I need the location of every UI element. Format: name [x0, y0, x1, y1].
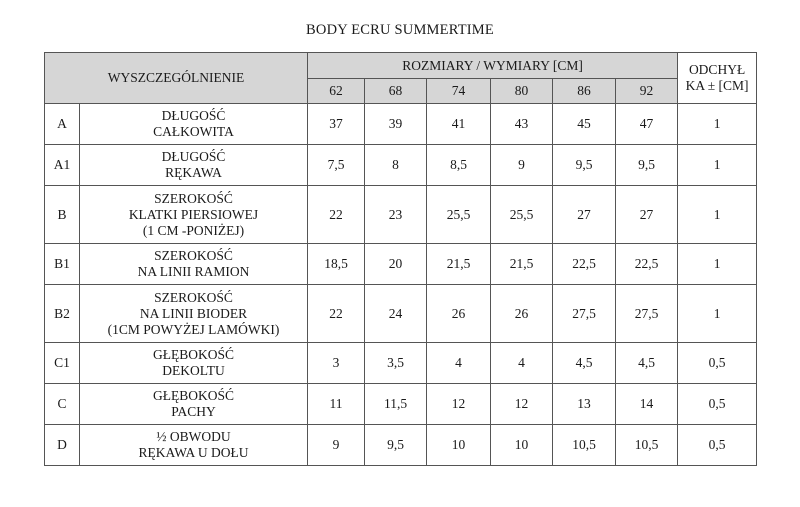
- row-description: SZEROKOŚĆ NA LINII BIODER (1CM POWYŻEJ LAMÓWKI): [80, 285, 308, 343]
- value-cell: 9,5: [553, 145, 616, 186]
- value-cell: 22,5: [553, 244, 616, 285]
- size-header-86: 86: [553, 79, 616, 104]
- header-row-top: [45, 53, 757, 79]
- tolerance-cell: 1: [678, 244, 757, 285]
- tolerance-cell: 0,5: [678, 425, 757, 466]
- table-row: [45, 384, 757, 425]
- value-cell: 25,5: [427, 186, 491, 244]
- value-cell: 39: [365, 104, 427, 145]
- value-cell: 12: [427, 384, 491, 425]
- value-cell: 11,5: [365, 384, 427, 425]
- row-code: B1: [45, 244, 80, 285]
- value-cell: 21,5: [427, 244, 491, 285]
- value-cell: 13: [553, 384, 616, 425]
- row-description: SZEROKOŚĆ KLATKI PIERSIOWEJ (1 CM -PONIŻEJ): [80, 186, 308, 244]
- spec-header: WYSZCZEGÓLNIENIE: [45, 53, 308, 104]
- value-cell: 26: [491, 285, 553, 343]
- tolerance-cell: 1: [678, 285, 757, 343]
- table-row: [45, 244, 757, 285]
- row-code: A: [45, 104, 80, 145]
- value-cell: 18,5: [308, 244, 365, 285]
- value-cell: 41: [427, 104, 491, 145]
- size-header-68: 68: [365, 79, 427, 104]
- size-header-92: 92: [616, 79, 678, 104]
- sizes-header: ROZMIARY / WYMIARY [CM]: [308, 53, 678, 79]
- value-cell: 26: [427, 285, 491, 343]
- table-row: [45, 425, 757, 466]
- value-cell: 10: [427, 425, 491, 466]
- table-row: [45, 285, 757, 343]
- value-cell: 10: [491, 425, 553, 466]
- value-cell: 8: [365, 145, 427, 186]
- table-row: [45, 343, 757, 384]
- value-cell: 22: [308, 186, 365, 244]
- size-header-62: 62: [308, 79, 365, 104]
- table-row: [45, 104, 757, 145]
- value-cell: 14: [616, 384, 678, 425]
- value-cell: 3,5: [365, 343, 427, 384]
- value-cell: 45: [553, 104, 616, 145]
- value-cell: 27: [616, 186, 678, 244]
- tolerance-cell: 1: [678, 145, 757, 186]
- value-cell: 24: [365, 285, 427, 343]
- value-cell: 20: [365, 244, 427, 285]
- row-code: C1: [45, 343, 80, 384]
- row-code: A1: [45, 145, 80, 186]
- value-cell: 10,5: [553, 425, 616, 466]
- value-cell: 9,5: [365, 425, 427, 466]
- value-cell: 37: [308, 104, 365, 145]
- value-cell: 27,5: [616, 285, 678, 343]
- value-cell: 10,5: [616, 425, 678, 466]
- value-cell: 4,5: [553, 343, 616, 384]
- value-cell: 9,5: [616, 145, 678, 186]
- value-cell: 3: [308, 343, 365, 384]
- size-header-74: 74: [427, 79, 491, 104]
- value-cell: 27,5: [553, 285, 616, 343]
- tolerance-cell: 1: [678, 104, 757, 145]
- value-cell: 12: [491, 384, 553, 425]
- row-description: SZEROKOŚĆ NA LINII RAMION: [80, 244, 308, 285]
- value-cell: 27: [553, 186, 616, 244]
- tolerance-cell: 1: [678, 186, 757, 244]
- value-cell: 4: [491, 343, 553, 384]
- value-cell: 22,5: [616, 244, 678, 285]
- value-cell: 43: [491, 104, 553, 145]
- tolerance-cell: 0,5: [678, 384, 757, 425]
- row-description: ½ OBWODU RĘKAWA U DOŁU: [80, 425, 308, 466]
- size-header-80: 80: [491, 79, 553, 104]
- row-code: C: [45, 384, 80, 425]
- value-cell: 7,5: [308, 145, 365, 186]
- tolerance-header: ODCHYŁ KA ± [CM]: [678, 53, 757, 104]
- tolerance-cell: 0,5: [678, 343, 757, 384]
- value-cell: 47: [616, 104, 678, 145]
- row-description: GŁĘBOKOŚĆ DEKOLTU: [80, 343, 308, 384]
- document-title: BODY ECRU SUMMERTIME: [306, 22, 494, 38]
- value-cell: 25,5: [491, 186, 553, 244]
- value-cell: 4: [427, 343, 491, 384]
- row-description: DŁUGOŚĆ CAŁKOWITA: [80, 104, 308, 145]
- value-cell: 9: [308, 425, 365, 466]
- value-cell: 4,5: [616, 343, 678, 384]
- value-cell: 23: [365, 186, 427, 244]
- value-cell: 22: [308, 285, 365, 343]
- value-cell: 9: [491, 145, 553, 186]
- table-row: [45, 145, 757, 186]
- row-code: B: [45, 186, 80, 244]
- value-cell: 11: [308, 384, 365, 425]
- size-chart-table: [44, 52, 757, 466]
- row-code: B2: [45, 285, 80, 343]
- row-description: DŁUGOŚĆ RĘKAWA: [80, 145, 308, 186]
- row-code: D: [45, 425, 80, 466]
- value-cell: 21,5: [491, 244, 553, 285]
- value-cell: 8,5: [427, 145, 491, 186]
- row-description: GŁĘBOKOŚĆ PACHY: [80, 384, 308, 425]
- table-row: [45, 186, 757, 244]
